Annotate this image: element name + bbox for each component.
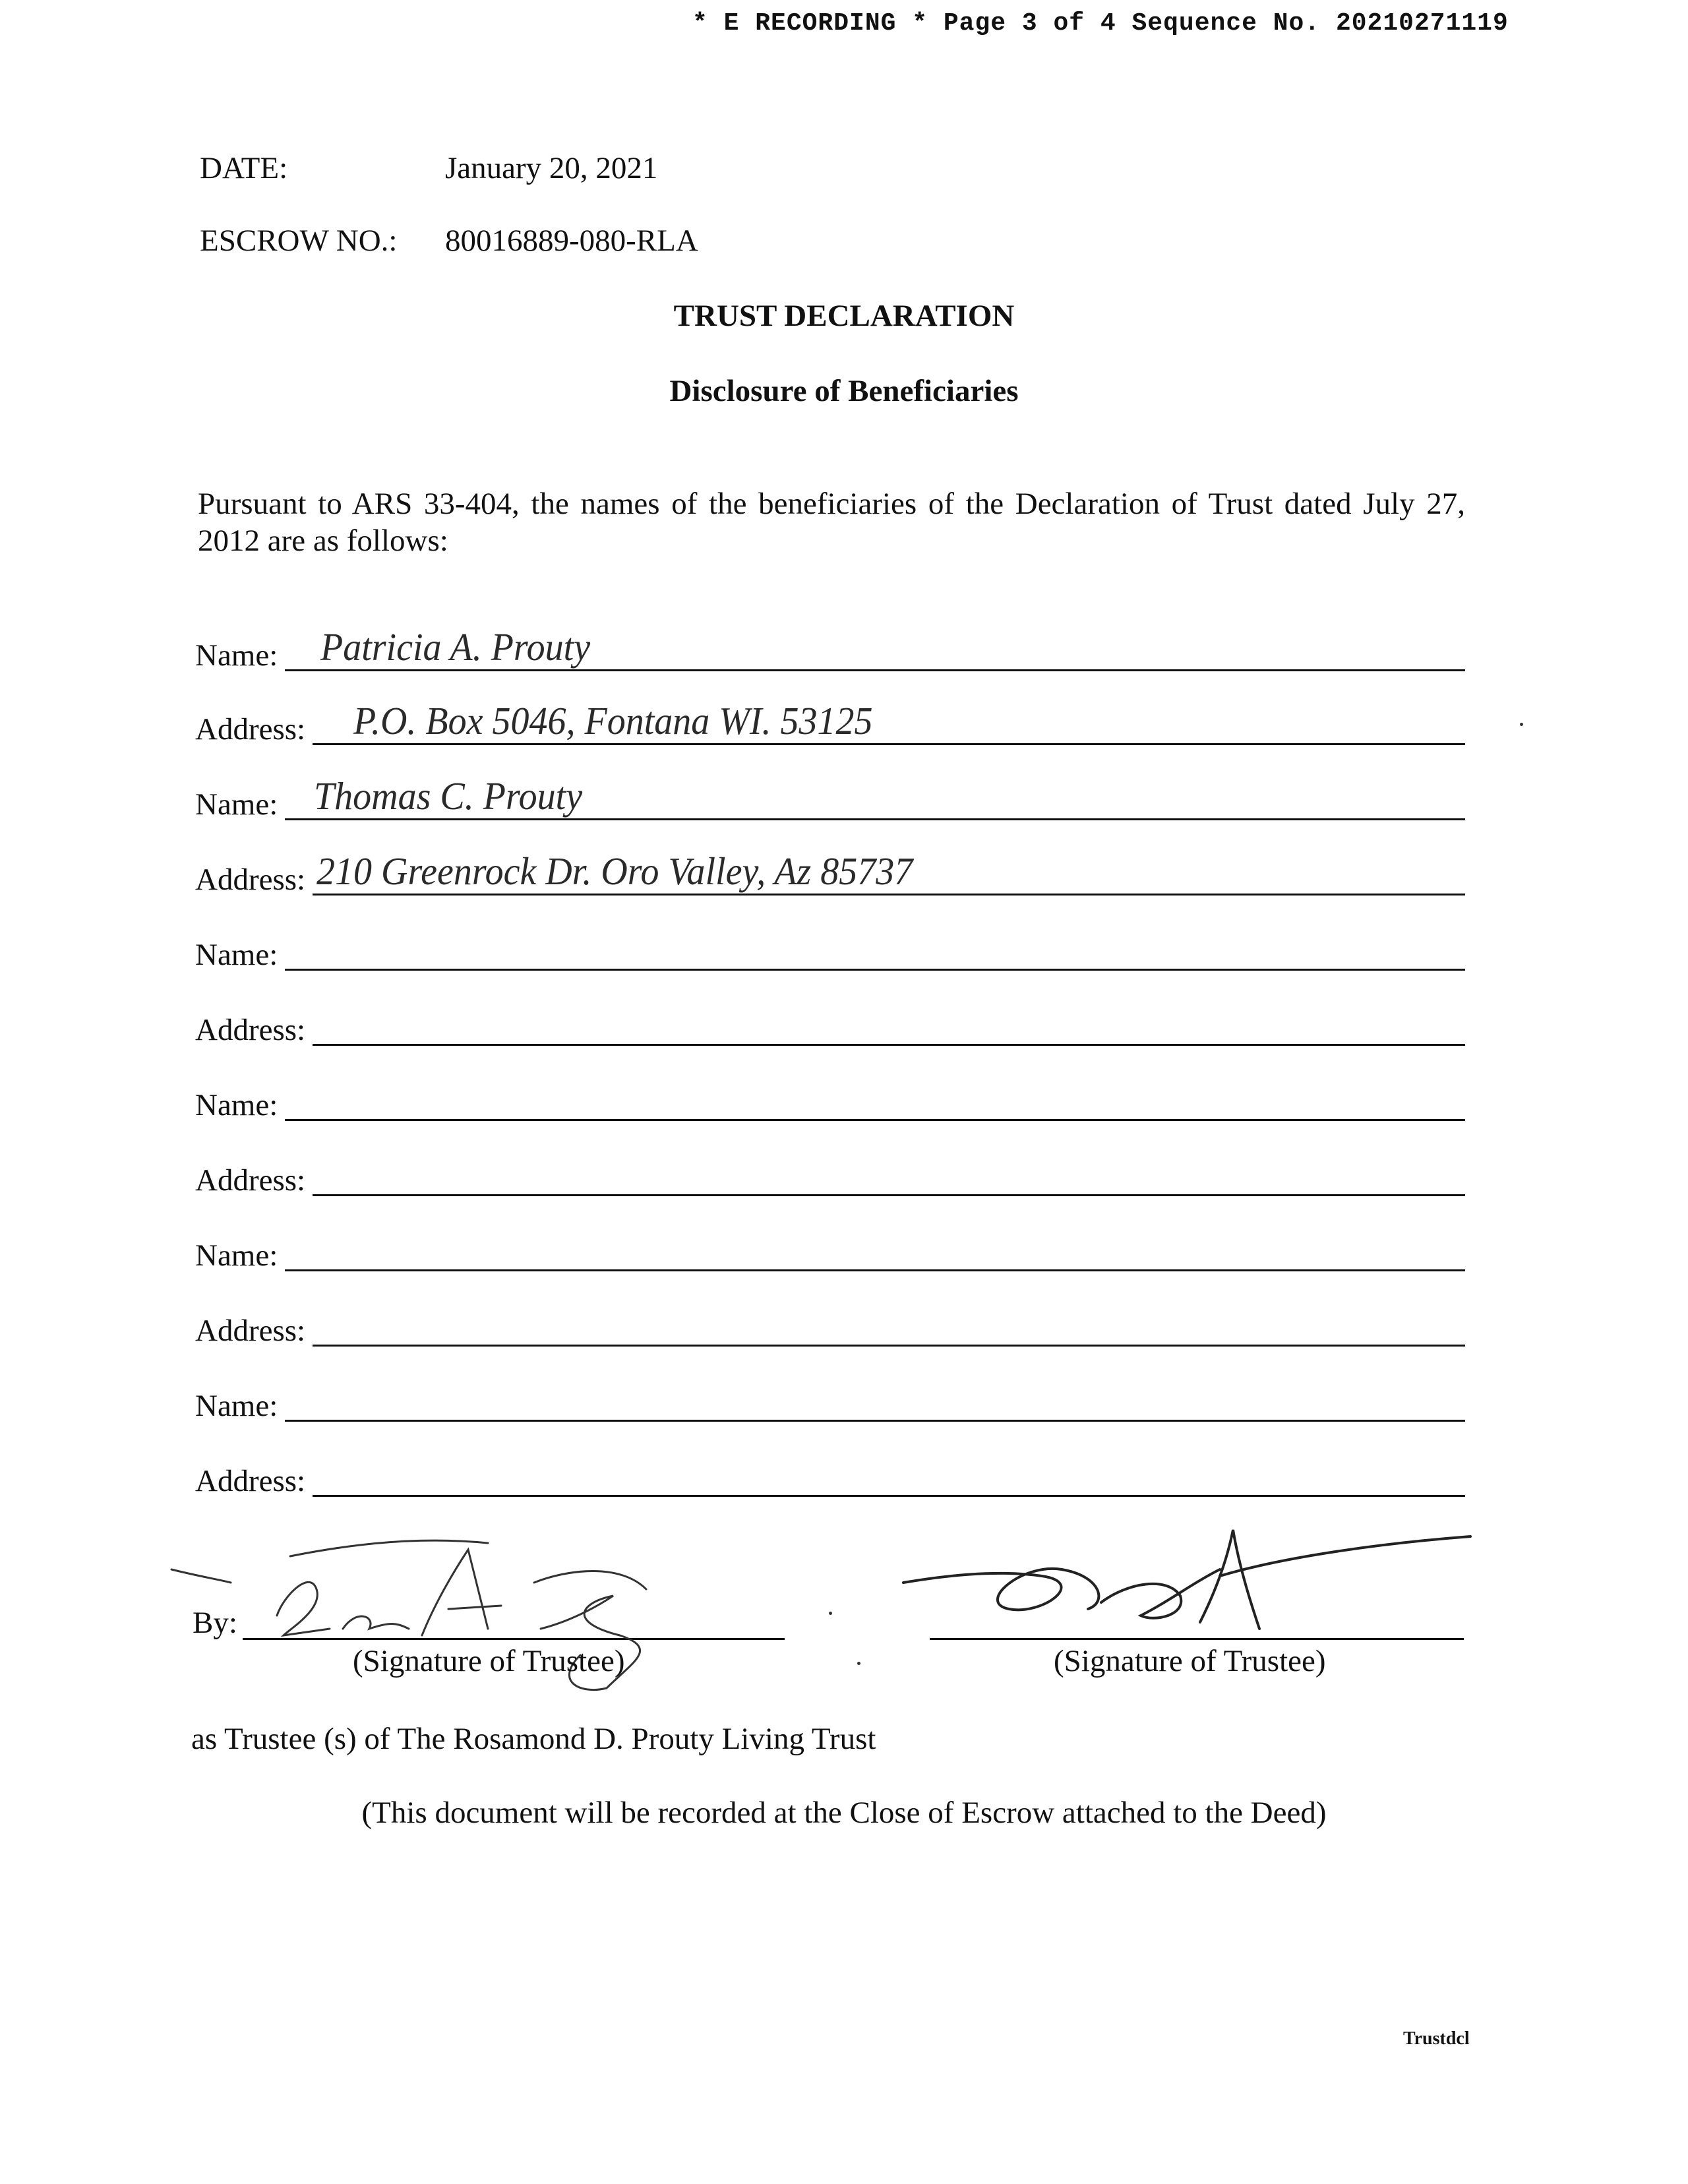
- beneficiary-5-name-row: [195, 1225, 1465, 1271]
- document-title: TRUST DECLARATION: [673, 299, 1015, 333]
- name-label: Name:: [195, 787, 278, 822]
- scan-speck: [829, 1612, 832, 1615]
- name-line: [285, 1418, 1465, 1422]
- name-label: Name:: [195, 638, 278, 673]
- signature-caption-2: (Signature of Trustee): [1054, 1644, 1326, 1678]
- beneficiary-4-address-row: [195, 1150, 1465, 1196]
- address-line: [313, 1193, 1465, 1196]
- beneficiary-2-name-row: [195, 774, 1465, 820]
- beneficiary-3-address-row: [195, 1000, 1465, 1046]
- closing-note: (This document will be recorded at the Close of Escrow attached to the Deed): [361, 1796, 1327, 1830]
- address-label: Address:: [195, 1163, 306, 1198]
- address-label: Address:: [195, 1314, 306, 1348]
- address-line: [313, 1494, 1465, 1497]
- signature-caption-1: (Signature of Trustee): [353, 1644, 625, 1678]
- address-label: Address:: [195, 863, 306, 897]
- recording-header: * E RECORDING * Page 3 of 4 Sequence No. 20210271119: [692, 9, 1509, 38]
- trustee-signature-2: [890, 1517, 1484, 1649]
- beneficiary-2-address: 210 Greenrock Dr. Oro Valley, Az 85737: [316, 850, 913, 894]
- name-line: [285, 967, 1465, 971]
- name-label: Name:: [195, 1238, 278, 1273]
- address-line: [313, 1343, 1465, 1347]
- name-label: Name:: [195, 1088, 278, 1122]
- address-label: Address:: [195, 1464, 306, 1498]
- escrow-number: 80016889-080-RLA: [445, 224, 698, 258]
- date-label: DATE:: [200, 151, 288, 185]
- beneficiary-3-name-row: [195, 925, 1465, 971]
- scan-speck: [857, 1662, 860, 1665]
- name-label: Name:: [195, 1389, 278, 1423]
- beneficiary-6-address-row: [195, 1451, 1465, 1497]
- beneficiary-1-address: P.O. Box 5046, Fontana WI. 53125: [353, 700, 873, 743]
- address-label: Address:: [195, 1013, 306, 1047]
- document-subtitle: Disclosure of Beneficiaries: [669, 374, 1019, 408]
- name-line: [285, 1118, 1465, 1121]
- intro-paragraph: Pursuant to ARS 33-404, the names of the beneficiaries of the Declaration of Trust dated July 27, 2012 are as follows:: [198, 487, 1465, 558]
- date-value: January 20, 2021: [445, 151, 658, 185]
- escrow-label: ESCROW NO.:: [200, 224, 398, 258]
- name-label: Name:: [195, 938, 278, 972]
- by-label: By:: [193, 1606, 237, 1640]
- footer-code: Trustdcl: [1403, 2028, 1470, 2049]
- address-label: Address:: [195, 712, 306, 746]
- scan-speck: [1520, 723, 1523, 726]
- name-line: [285, 1268, 1465, 1271]
- address-line: [313, 1043, 1465, 1046]
- beneficiary-2-name: Thomas C. Prouty: [314, 775, 583, 818]
- beneficiary-5-address-row: [195, 1300, 1465, 1347]
- beneficiary-4-name-row: [195, 1075, 1465, 1121]
- beneficiary-1-name-row: [195, 625, 1465, 671]
- beneficiary-1-name: Patricia A. Prouty: [320, 626, 591, 669]
- beneficiary-1-address-row: [195, 699, 1465, 745]
- beneficiary-2-address-row: [195, 849, 1465, 895]
- beneficiary-6-name-row: [195, 1376, 1465, 1422]
- trustee-statement: as Trustee (s) of The Rosamond D. Prouty Living Trust: [191, 1722, 876, 1756]
